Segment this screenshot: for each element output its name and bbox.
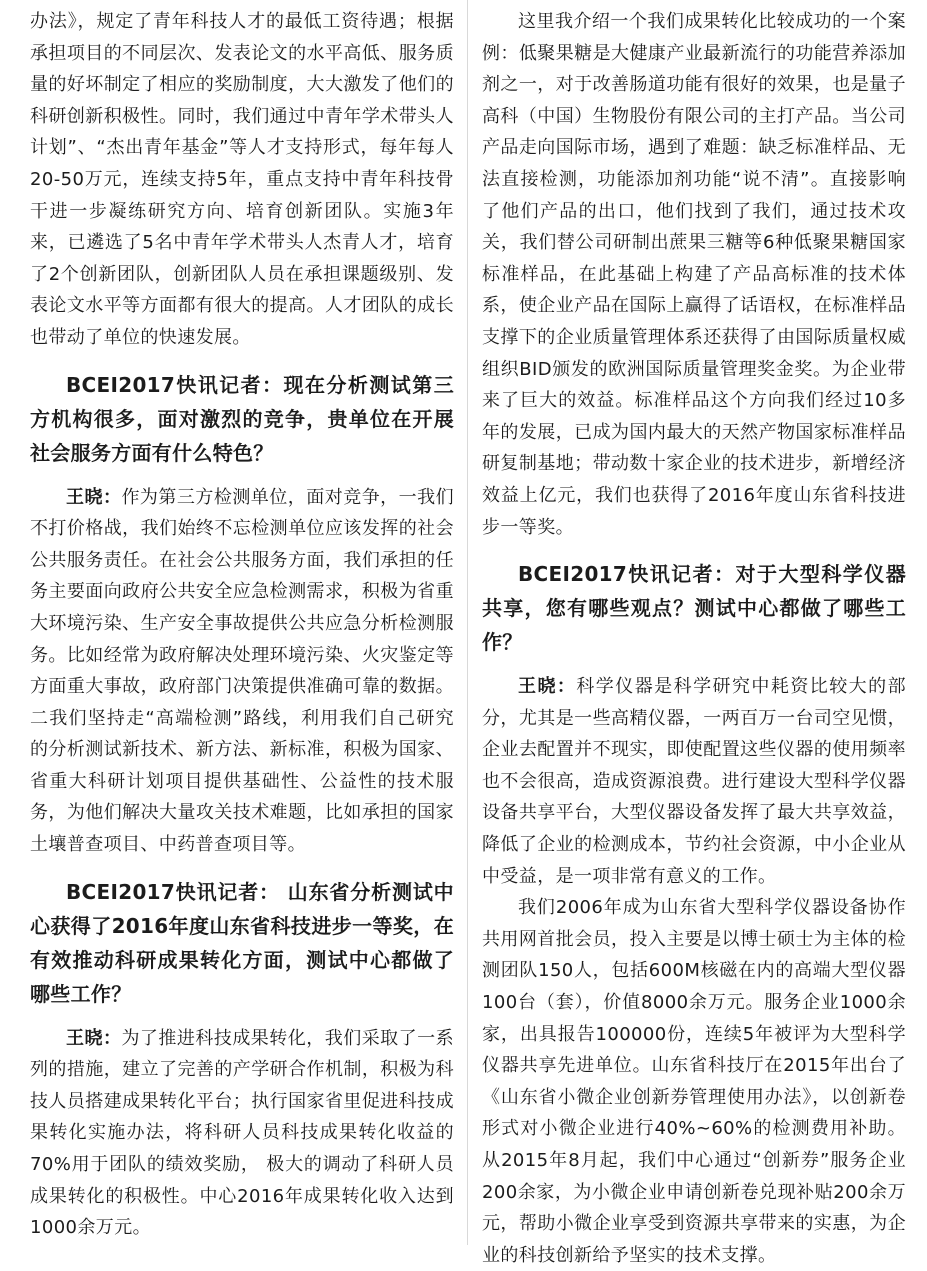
answer-text: 作为第三方检测单位，面对竞争，一我们不打价格战，我们始终不忘检测单位应该发挥的社会公共服务责任。在社会公共服务方面，我们承担的任务主要面向政府公共安全应急检测需求，积极为省重大环境污染、生产安全事故提供公共应急分析检测服务。比如经常为政府解决处理环境污染、火灾鉴定等方面重大事故，政府部门决策提供准确可靠的数据。二我们坚持走“高端检测”路线，利用我们自己研究的分析测试新技术、新方法、新标准，积极为国家、省重大科研计划项目提供基础性、公益性的技术服务，为他们解决大量攻关技术难题，比如承担的国家土壤普查项目、中药普查项目等。 [30, 486, 455, 856]
paragraph-case-study: 这里我介绍一个我们成果转化比较成功的一个案例：低聚果糖是大健康产业最新流行的功能营养添加剂之一，对于改善肠道功能有很好的效果，也是量子高科（中国）生物股份有限公司的主打产品。当公司产品走向国际市场，遇到了难题：缺乏标准样品、无法直接检测，功能添加剂功能“说不清”。直接影响了他们产品的出口，他们找到了我们，通过技术攻关，我们替公司研制出蔗果三糖等6种低聚果糖国家标准样品，在此基础上构建了产品高标准的技术体系，使企业产品在国际上赢得了话语权，在标准样品支撑下的企业质量管理体系还获得了由国际质量权威组织BID颁发的欧洲国际质量管理奖金奖。为企业带来了巨大的效益。标准样品这个方向我们经过10多年的发展，已成为国内最大的天然产物国家标准样品研复制基地；带动数十家企业的技术进步，新增经济效益上亿元，我们也获得了2016年度山东省科技进步一等奖。 [482, 11, 906, 538]
right-column [482, 6, 906, 1271]
left-column [30, 6, 454, 1244]
answer-text: 为了推进科技成果转化，我们采取了一系列的措施，建立了完善的产学研合作机制，积极为科技人员搭建成果转化平台；执行国家省里促进科技成果转化实施办法，将科研人员科技成果转化收益的70%用于团队的绩效奖励， 极大的调动了科研人员成果转化的积极性。中心2016年成果转化收入达到1000余万元。 [30, 1027, 455, 1239]
interview-question-instruments: BCEI2017快讯记者：对于大型科学仪器共享，您有哪些观点？测试中心都做了哪些工作？ [482, 562, 906, 655]
interview-question-competition: BCEI2017快讯记者：现在分析测试第三方机构很多，面对激烈的竞争，贵单位在开展社会服务方面有什么特色？ [30, 372, 454, 465]
paragraph-talent-policy: 办法》，规定了青年科技人才的最低工资待遇；根据承担项目的不同层次、发表论文的水平高低、服务质量的好坏制定了相应的奖励制度，大大激发了他们的科研创新积极性。同时，我们通过中青年学术带头人计划”、“杰出青年基金”等人才支持形式，每年每人20-50万元，连续支持5年，重点支持中青年科技骨干进一步凝练研究方向、培育创新团队。实施3年来，已遴选了5名中青年学术带头人杰青人才，培育了2个创新团队，创新团队人员在承担课题级别、发表论文水平等方面都有很大的提高。人才团队的成长也带动了单位的快速发展。 [30, 11, 454, 348]
speaker-label: 王晓： [518, 676, 577, 698]
answer-competition [30, 482, 454, 861]
answer-instruments [482, 671, 906, 892]
interview-question-transfer: BCEI2017快讯记者： 山东省分析测试中心获得了2016年度山东省科技进步一等奖，在有效推动科研成果转化方面，测试中心都做了哪些工作？ [30, 879, 454, 1006]
paragraph-sharing-platform: 我们2006年成为山东省大型科学仪器设备协作共用网首批会员，投入主要是以博士硕士为主体的检测团队150人，包括600M核磁在内的高端大型仪器100台（套），价值8000余万元。服务企业1000余家，出具报告100000份，连续5年被评为大型科学仪器共享先进单位。山东省科技厅在2015年出台了《山东省小微企业创新券管理使用办法》，以创新卷形式对小微企业进行40%~60%的检测费用补助。从2015年8月起，我们中心通过“创新券”服务企业200余家，为小微企业申请创新卷兑现补贴200余万元，帮助小微企业享受到资源共享带来的实惠，为企业的科技创新给予坚实的技术支撑。 [482, 897, 906, 1266]
answer-text: 科学仪器是科学研究中耗资比较大的部分，尤其是一些高精仪器，一两百万一台司空见惯，企业去配置并不现实，即使配置这些仪器的使用频率也不会很高，造成资源浪费。进行建设大型科学仪器设备共享平台，大型仪器设备发挥了最大共享效益，降低了企业的检测成本，节约社会资源，中小企业从中受益，是一项非常有意义的工作。 [482, 676, 906, 887]
speaker-label: 王晓： [66, 1027, 122, 1049]
speaker-label: 王晓： [66, 486, 122, 508]
column-divider [467, 0, 468, 1245]
answer-transfer [30, 1023, 454, 1244]
